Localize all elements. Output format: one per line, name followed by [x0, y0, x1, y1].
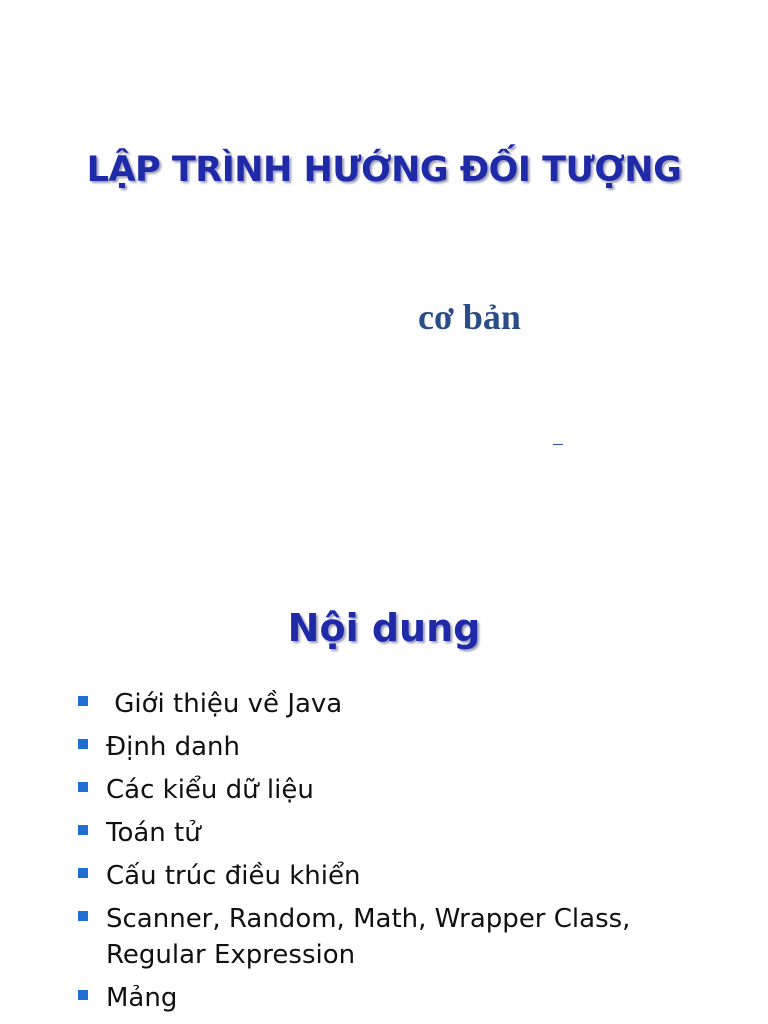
list-item — [78, 858, 738, 894]
square-bullet-icon — [78, 911, 88, 921]
course-subtitle: cơ bản — [418, 297, 521, 337]
contents-slide — [0, 576, 768, 1024]
list-item-text: Mảng — [106, 983, 178, 1013]
list-item — [78, 980, 738, 1016]
list-item — [78, 772, 738, 808]
list-item-text: Định danh — [106, 732, 240, 762]
list-item — [78, 815, 738, 851]
list-item-text: Scanner, Random, Math, Wrapper Class, Regular Expression — [106, 904, 631, 970]
small-underline-mark — [553, 444, 563, 445]
square-bullet-icon — [78, 990, 88, 1000]
list-item — [78, 901, 738, 973]
square-bullet-icon — [78, 825, 88, 835]
list-item — [78, 729, 738, 765]
list-item — [78, 686, 738, 722]
square-bullet-icon — [78, 782, 88, 792]
square-bullet-icon — [78, 739, 88, 749]
square-bullet-icon — [78, 696, 88, 706]
contents-list — [78, 686, 738, 1023]
list-item-text: Cấu trúc điều khiển — [106, 861, 361, 891]
contents-title: Nội dung — [287, 606, 481, 650]
list-item-text: Toán tử — [106, 818, 201, 848]
list-item-text: Giới thiệu về Java — [106, 689, 343, 719]
list-item-text: Các kiểu dữ liệu — [106, 775, 314, 805]
course-title: LẬP TRÌNH HƯỚNG ĐỐI TƯỢNG — [86, 150, 682, 190]
square-bullet-icon — [78, 868, 88, 878]
